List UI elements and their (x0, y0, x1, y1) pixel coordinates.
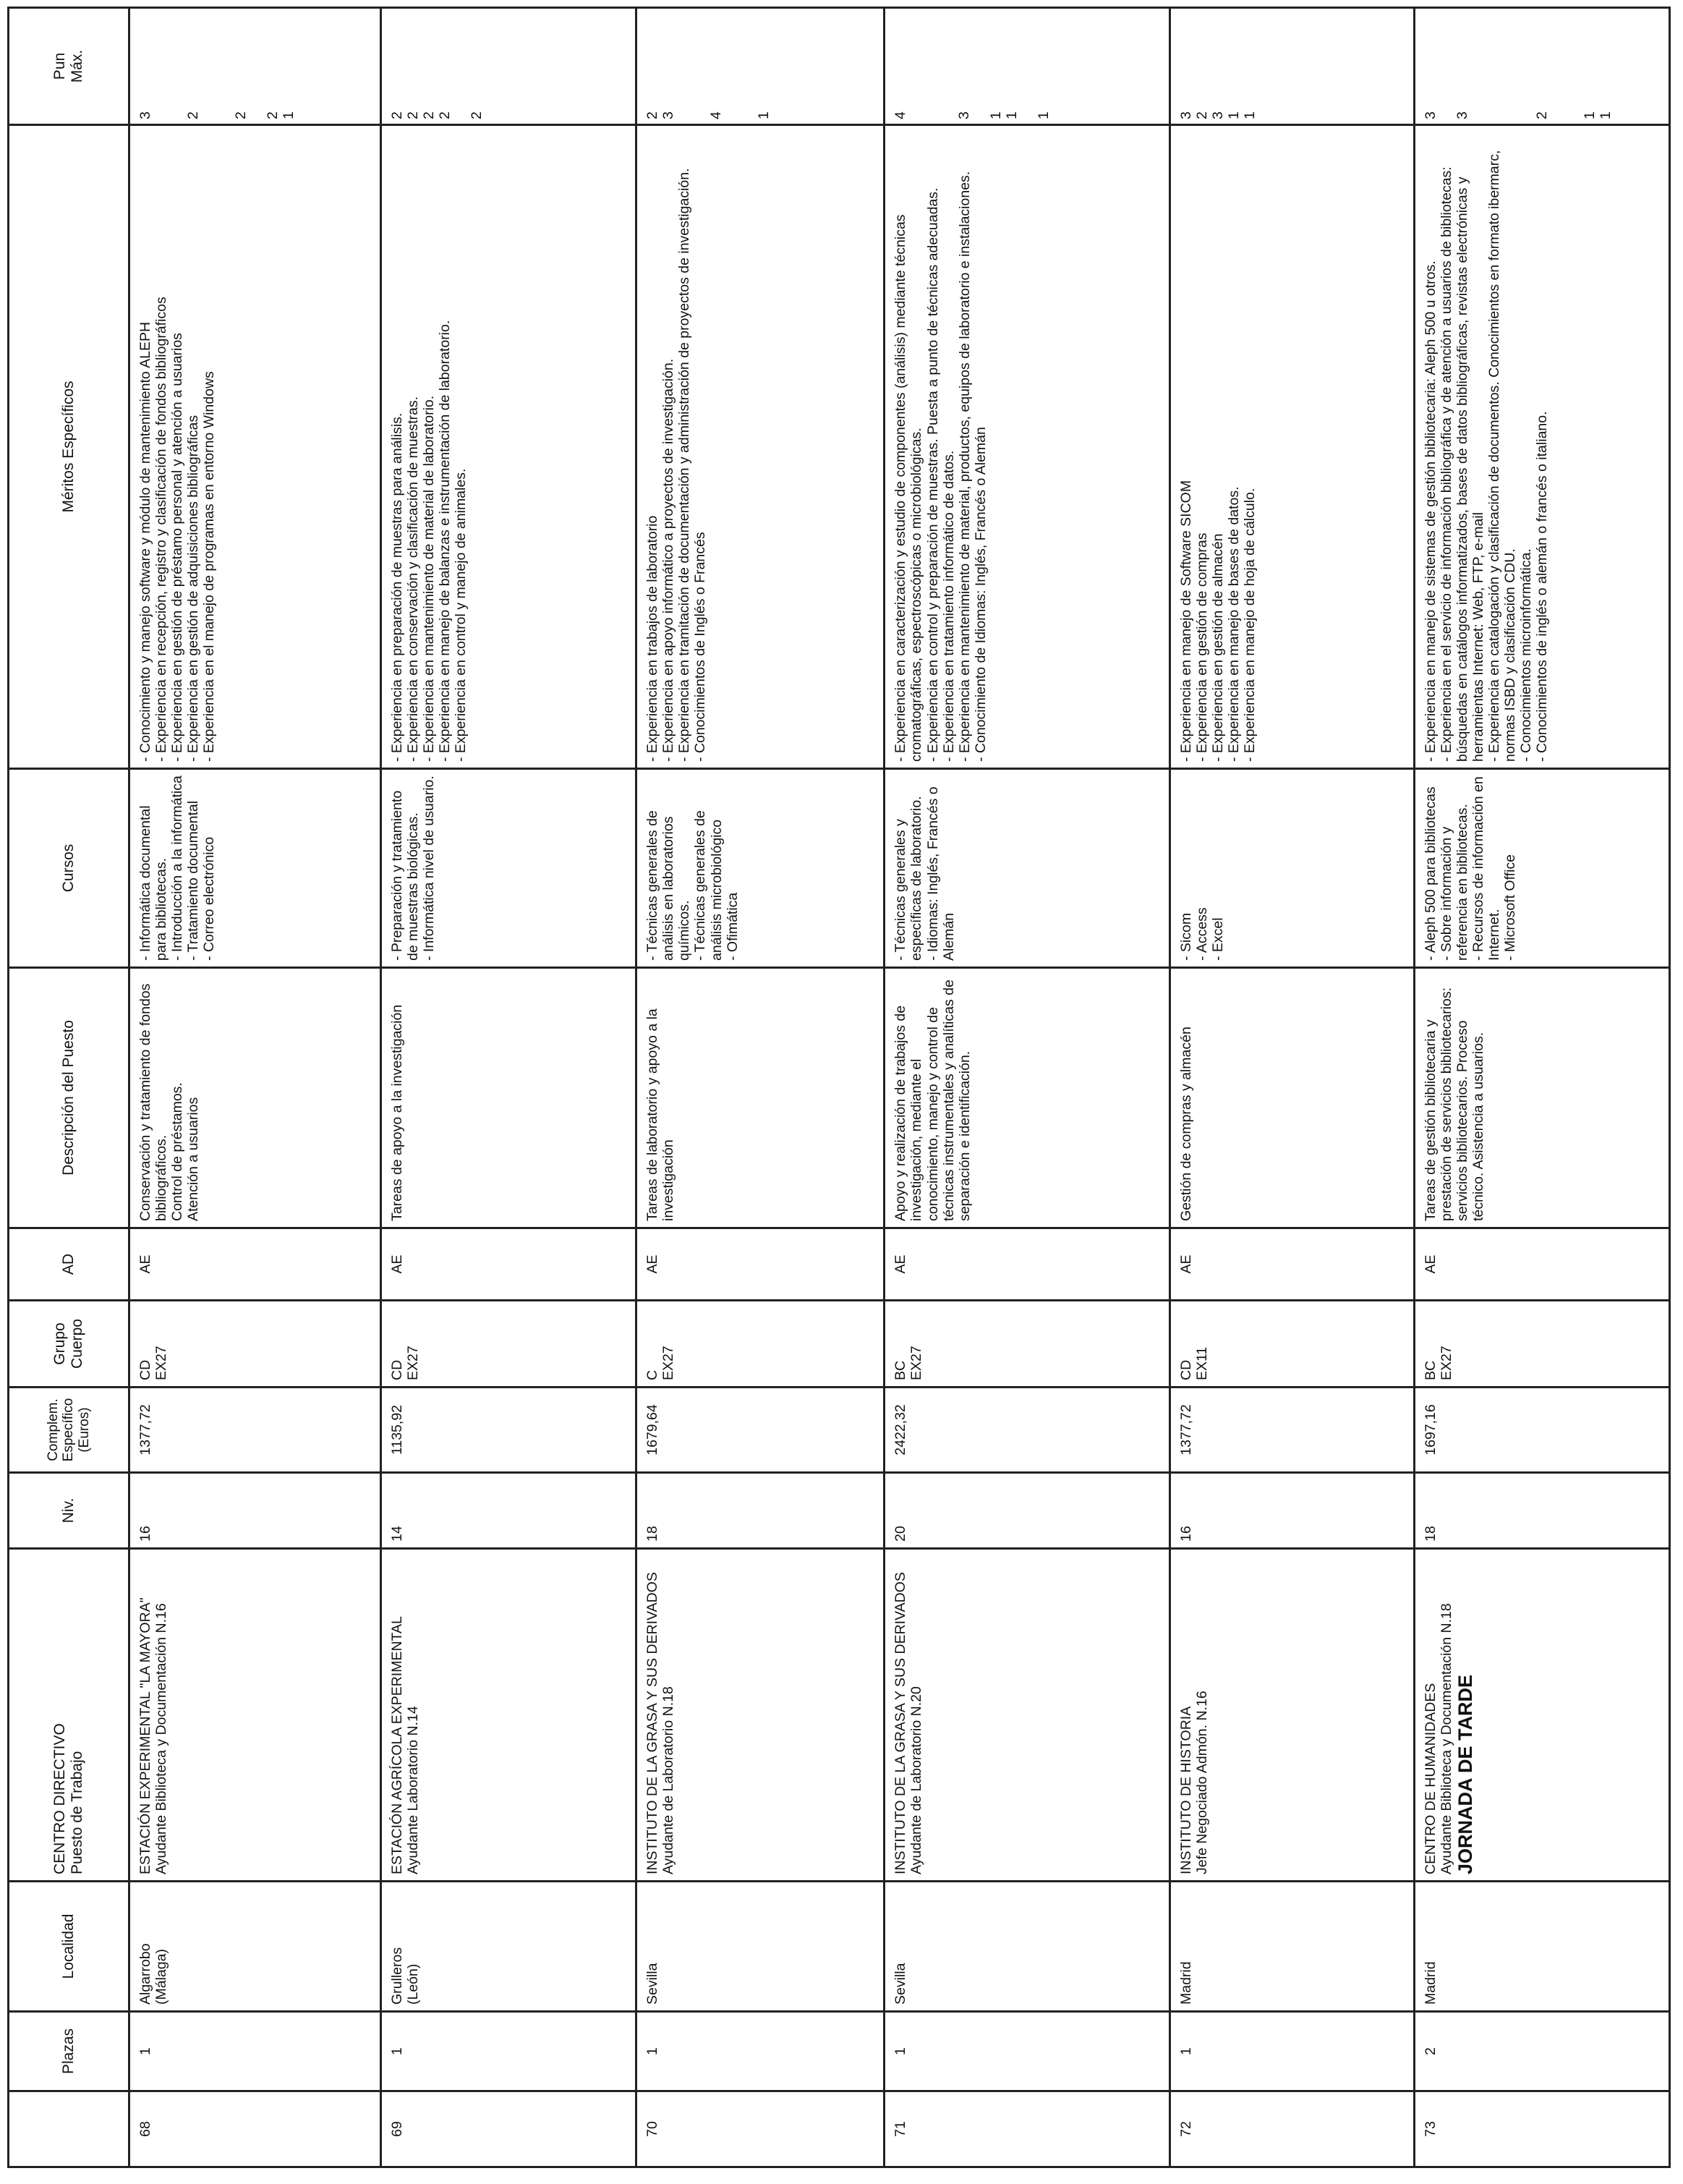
puesto-name: Jefe Negociado Admón. N.16 (1193, 1691, 1210, 1874)
puntuacion-value: 1 (280, 111, 297, 119)
cursos-cell: - Técnicas generales de análisis en laboratorios químicos. - Técnicas generales de análisis microbiológico - Ofimática (636, 769, 885, 968)
table-row (1414, 8, 1669, 2167)
puntuacion-cell (885, 8, 1169, 125)
grupo-cell (1414, 1301, 1669, 1388)
header-pun-line1: Pun (51, 52, 69, 80)
nivel-cell: 20 (885, 1473, 1169, 1549)
plazas-cell: 1 (1169, 2012, 1414, 2091)
grupo-cell (129, 1301, 380, 1388)
centro-name: INSTITUTO DE LA GRASA Y SUS DERIVADOS (644, 1572, 661, 1874)
cuerpo-value: EX27 (1438, 1346, 1454, 1380)
table-row (885, 8, 1169, 2167)
puntuacion-value: 2 (264, 111, 281, 119)
puntuacion-value (908, 14, 924, 119)
grupo-value: C (644, 1369, 661, 1380)
meritos-cell: - Experiencia en manejo de Software SICOM - Experiencia en gestión de compras - Experiencia en gestión de almacén - Experiencia en manejo de bases de datos. - Experiencia en manejo de hoja de cálculo. (1169, 125, 1414, 769)
header-centro (9, 1549, 129, 1882)
puntuacion-value: 3 (1422, 111, 1439, 119)
puntuacion-value (740, 14, 756, 119)
descripcion-cell: Apoyo y realización de trabajos de investigación, mediante el conocimiento, manejo y control de técnicas instrumentales y analíticas de separación e identificación. (885, 968, 1169, 1228)
table-row (636, 8, 885, 2167)
puntuacion-value: 2 (389, 111, 406, 119)
cuerpo-value: EX27 (908, 1346, 925, 1380)
grupo-value: BC (892, 1360, 909, 1380)
puntuacion-value: 1 (1581, 111, 1598, 119)
header-centro-line1: CENTRO DIRECTIVO (51, 1723, 69, 1874)
centro-name: CENTRO DE HUMANIDADES (1422, 1683, 1439, 1874)
puntuacion-value: 2 (644, 111, 661, 119)
row-number: 68 (129, 2091, 380, 2167)
header-cursos: Cursos (9, 769, 129, 968)
complemento-cell: 1135,92 (381, 1388, 636, 1473)
positions-table (7, 7, 1671, 2168)
header-plazas: Plazas (9, 2012, 129, 2091)
puntuacion-value (692, 14, 708, 119)
puntuacion-value: 1 (756, 111, 772, 119)
puntuacion-value: 2 (437, 111, 453, 119)
grupo-value: BC (1422, 1360, 1439, 1380)
header-grupo-line2: Cuerpo (68, 1319, 85, 1369)
row-number: 72 (1169, 2091, 1414, 2167)
puntuacion-value (1566, 14, 1582, 119)
descripcion-cell: Conservación y tratamiento de fondos bibliográficos. Control de préstamos. Atención a usuarios (129, 968, 380, 1228)
table-row (381, 8, 636, 2167)
header-centro-line2: Puesto de Trabajo (68, 1751, 85, 1874)
table-row (129, 8, 380, 2167)
puntuacion-value: 2 (1193, 111, 1210, 119)
ad-cell: AE (129, 1228, 380, 1301)
descripcion-cell: Tareas de laboratorio y apoyo a la investigación (636, 968, 885, 1228)
puesto-name: Ayudante Laboratorio N.14 (405, 1706, 422, 1874)
ad-cell: AE (885, 1228, 1169, 1301)
header-ad: AD (9, 1228, 129, 1301)
puntuacion-value (1486, 14, 1502, 119)
puesto-name: Ayudante de Laboratorio N.20 (908, 1686, 925, 1874)
puntuacion-value (1470, 14, 1486, 119)
nivel-cell: 14 (381, 1473, 636, 1549)
puntuacion-value (217, 14, 233, 119)
nivel-cell: 18 (636, 1473, 885, 1549)
grupo-cell (1169, 1301, 1414, 1388)
complemento-cell: 1679,64 (636, 1388, 885, 1473)
puntuacion-value: 1 (988, 111, 1005, 119)
puntuacion-cell (636, 8, 885, 125)
puesto-name: Ayudante de Laboratorio N.18 (660, 1686, 677, 1874)
centro-cell (381, 1549, 636, 1882)
centro-cell (1414, 1549, 1669, 1882)
meritos-cell: - Experiencia en trabajos de laboratorio - Experiencia en apoyo informático a proyectos de investigación. - Experiencia en tramitación de documentación y administración de proyectos de investigación. - Conocimientos de Inglés o Francés (636, 125, 885, 769)
meritos-cell: - Experiencia en caracterización y estudio de componentes (análisis) mediante técnicas cromatográficas, espectroscópicas o microbiológicas. - Experiencia en control y preparación de muestras. Puesta a punto de técnicas adecuadas. - Experiencia en tratamiento informático de datos. - Experiencia en mantenimiento de material, productos, equipos de laboratorio e instalaciones. - Conocimiento de Idiomas: Inglés, Francés o Alemán (885, 125, 1169, 769)
grupo-cell (885, 1301, 1169, 1388)
puntuacion-value: 1 (1597, 111, 1614, 119)
plazas-cell: 1 (129, 2012, 380, 2091)
complemento-cell: 1377,72 (129, 1388, 380, 1473)
puntuacion-value (453, 14, 469, 119)
puntuacion-value (676, 14, 692, 119)
puntuacion-value (924, 14, 940, 119)
puntuacion-cell (381, 8, 636, 125)
cursos-cell: - Técnicas generales y específicas de laboratorio. - Idiomas: Inglés, Francés o Alemán (885, 769, 1169, 968)
meritos-cell: - Experiencia en manejo de sistemas de gestión bibliotecaria: Aleph 500 u otros. - Experiencia en el servicio de información bibliográfica y de atención a usuarios de bibliotecas: búsquedas en catálogos informatizados, bases de datos bibliográficas, revistas electrónicas y herramientas Internet: Web, FTP, e-mail - Experiencia en catalogación y clasificación de documentos. Conocimientos en formato ibermarc, normas ISBD y clasificación CDU. - Conocimientos microinformática. - Conocimientos de inglés o alemán o francés o italiano. (1414, 125, 1669, 769)
plazas-cell: 1 (381, 2012, 636, 2091)
jornada-note: JORNADA DE TARDE (1454, 1674, 1476, 1874)
centro-cell (636, 1549, 885, 1882)
header-grupo (9, 1301, 129, 1388)
header-localidad: Localidad (9, 1882, 129, 2012)
puntuacion-value (1550, 14, 1566, 119)
nivel-cell: 16 (129, 1473, 380, 1549)
centro-name: INSTITUTO DE HISTORIA (1177, 1706, 1194, 1874)
puntuacion-value (169, 14, 185, 119)
row-number: 71 (885, 2091, 1169, 2167)
puntuacion-value (249, 14, 265, 119)
grupo-value: CD (137, 1359, 153, 1380)
ad-cell: AE (381, 1228, 636, 1301)
puntuacion-value: 3 (137, 111, 153, 119)
grupo-value: CD (1177, 1359, 1194, 1380)
centro-name: ESTACIÓN EXPERIMENTAL "LA MAYORA" (137, 1597, 153, 1874)
centro-name: INSTITUTO DE LA GRASA Y SUS DERIVADOS (892, 1572, 909, 1874)
localidad-cell: Sevilla (636, 1882, 885, 2012)
puntuacion-cell (129, 8, 380, 125)
puntuacion-value: 4 (892, 111, 909, 119)
puntuacion-value: 1 (1036, 111, 1052, 119)
cuerpo-value: EX27 (660, 1346, 677, 1380)
localidad-cell: Madrid (1414, 1882, 1669, 2012)
localidad-cell: Grulleros (León) (381, 1882, 636, 2012)
puntuacion-value (1518, 14, 1534, 119)
puntuacion-value: 4 (708, 111, 725, 119)
localidad-cell: Madrid (1169, 1882, 1414, 2012)
puntuacion-value (1439, 14, 1454, 119)
puntuacion-value: 2 (184, 111, 201, 119)
header-row (9, 8, 129, 2167)
puntuacion-value (1020, 14, 1036, 119)
puntuacion-value (1502, 14, 1518, 119)
meritos-cell: - Conocimiento y manejo software y módulo de mantenimiento ALEPH - Experiencia en recepción, registro y clasificación de fondos bibliográficos - Experiencia en gestión de préstamo personal y atención a usuarios - Experiencia en gestión de adquisiciones bibliográficas - Experiencia en el manejo de programas en entorno Windows (129, 125, 380, 769)
header-complem-line1: Complem. (45, 1398, 61, 1461)
complemento-cell: 1377,72 (1169, 1388, 1414, 1473)
header-pun-line2: Máx. (68, 49, 85, 83)
centro-cell (1169, 1549, 1414, 1882)
cursos-cell: - Preparación y tratamiento de muestras biológicas. - Informática nivel de usuario. (381, 769, 636, 968)
header-complem (9, 1388, 129, 1473)
cursos-cell: - Informática documental para bibliotecas. - Introducción a la informática - Tratamiento documental - Correo electrónico (129, 769, 380, 968)
centro-name: ESTACIÓN AGRÍCOLA EXPERIMENTAL (389, 1616, 406, 1874)
plazas-cell: 2 (1414, 2012, 1669, 2091)
puntuacion-value: 3 (660, 111, 677, 119)
puntuacion-value: 3 (1454, 111, 1470, 119)
plazas-cell: 1 (636, 2012, 885, 2091)
puntuacion-value: 1 (1004, 111, 1021, 119)
row-number: 70 (636, 2091, 885, 2167)
grupo-cell (381, 1301, 636, 1388)
row-number: 73 (1414, 2091, 1669, 2167)
puntuacion-value: 3 (1209, 111, 1226, 119)
puntuacion-value: 3 (1177, 111, 1194, 119)
centro-cell (129, 1549, 380, 1882)
puntuacion-value (972, 14, 988, 119)
table-row (1169, 8, 1414, 2167)
header-meritos: Méritos Específicos (9, 125, 129, 769)
descripcion-cell: Gestión de compras y almacén (1169, 968, 1414, 1228)
puntuacion-cell (1414, 8, 1669, 125)
puntuacion-value: 2 (469, 111, 485, 119)
cuerpo-value: EX11 (1193, 1346, 1210, 1380)
nivel-cell: 16 (1169, 1473, 1414, 1549)
localidad-cell: Sevilla (885, 1882, 1169, 2012)
header-complem-line2: Específico (61, 1398, 77, 1462)
cursos-cell: - Sicom - Access - Excel (1169, 769, 1414, 968)
header-niv: Niv. (9, 1473, 129, 1549)
puesto-name: Ayudante Biblioteca y Documentación N.18 (1438, 1603, 1454, 1874)
puntuacion-value: 3 (956, 111, 973, 119)
grupo-value: CD (389, 1359, 406, 1380)
puntuacion-value: 2 (1533, 111, 1550, 119)
meritos-cell: - Experiencia en preparación de muestras para análisis. - Experiencia en conservación y clasificación de muestras. - Experiencia en mantenimiento de material de laboratorio. - Experiencia en manejo de balanzas e instrumentación de laboratorio. - Experiencia en control y manejo de animales. (381, 125, 636, 769)
table-body (129, 8, 1669, 2167)
puntuacion-value: 1 (1241, 111, 1258, 119)
header-pun (9, 8, 129, 125)
puntuacion-value: 1 (1225, 111, 1242, 119)
puntuacion-value: 2 (405, 111, 422, 119)
puntuacion-value (153, 14, 169, 119)
puntuacion-value (940, 14, 956, 119)
ad-cell: AE (1414, 1228, 1669, 1301)
header-complem-line3: (Euros) (76, 1407, 92, 1453)
complemento-cell: 2422,32 (885, 1388, 1169, 1473)
descripcion-cell: Tareas de gestión bibliotecaria y prestación de servicios bibliotecarios: servicios bibliotecarios. Proceso técnico. Asistencia a usuarios. (1414, 968, 1669, 1228)
cuerpo-value: EX27 (405, 1346, 422, 1380)
puesto-name: Ayudante Biblioteca y Documentación N.16 (153, 1603, 169, 1874)
header-num (9, 2091, 129, 2167)
localidad-cell: Algarrobo (Málaga) (129, 1882, 380, 2012)
row-number: 69 (381, 2091, 636, 2167)
centro-cell (885, 1549, 1169, 1882)
puntuacion-value (724, 14, 740, 119)
cursos-cell: - Aleph 500 para bibliotecas - Sobre información y referencia en bibliotecas. - Recursos de información en Internet. - Microsoft Office (1414, 769, 1669, 968)
nivel-cell: 18 (1414, 1473, 1669, 1549)
ad-cell: AE (636, 1228, 885, 1301)
cuerpo-value: EX27 (153, 1346, 169, 1380)
plazas-cell: 1 (885, 2012, 1169, 2091)
grupo-cell (636, 1301, 885, 1388)
complemento-cell: 1697,16 (1414, 1388, 1669, 1473)
ad-cell: AE (1169, 1228, 1414, 1301)
puntuacion-value: 2 (232, 111, 249, 119)
puntuacion-value (201, 14, 217, 119)
descripcion-cell: Tareas de apoyo a la investigación (381, 968, 636, 1228)
header-grupo-line1: Grupo (51, 1322, 69, 1365)
puntuacion-value: 2 (421, 111, 438, 119)
header-descripcion: Descripción del Puesto (9, 968, 129, 1228)
puntuacion-cell (1169, 8, 1414, 125)
